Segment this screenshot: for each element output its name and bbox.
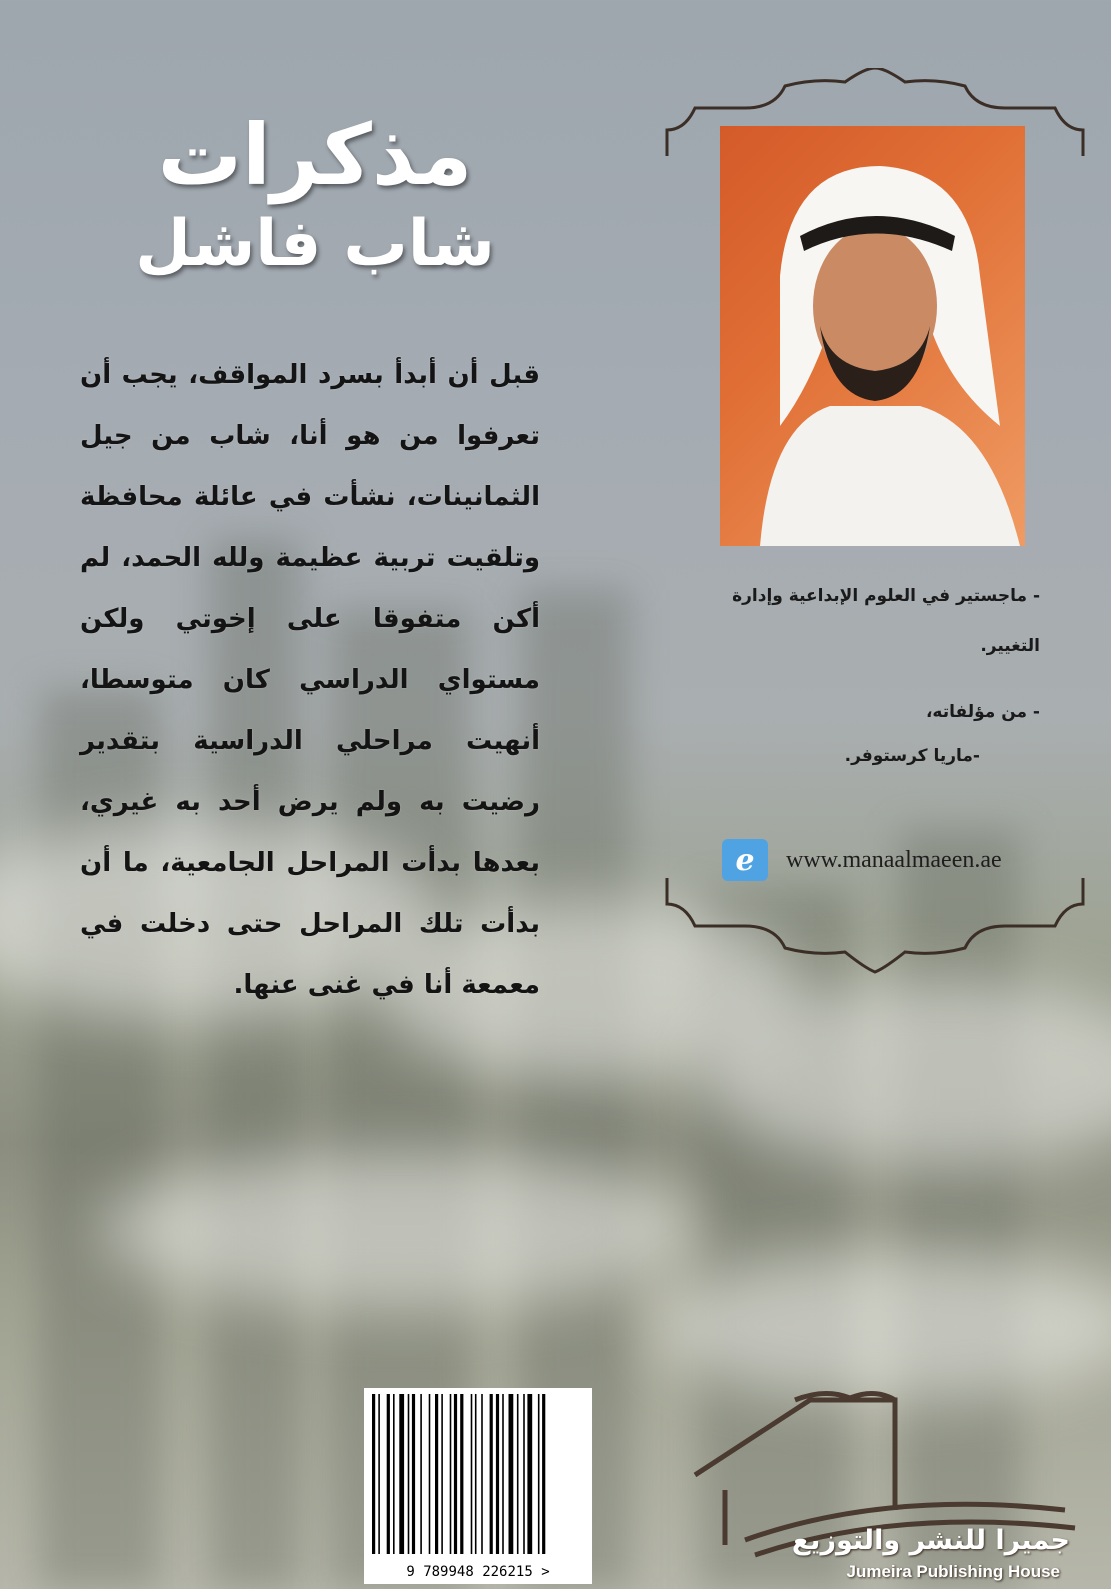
author-website[interactable]	[722, 838, 1002, 882]
works-label: - من مؤلفاته،	[925, 702, 1040, 722]
website-url[interactable]: www.manaalmaeen.ae	[786, 846, 1002, 873]
publisher-name-ar: جميرا للنشر والتوزيع	[791, 1525, 1070, 1556]
work-item: -ماريا كرستوفر.	[844, 746, 980, 766]
barcode	[364, 1388, 592, 1584]
author-info	[680, 585, 1040, 767]
barcode-bars	[364, 1388, 592, 1558]
back-cover-blurb: قبل أن أبدأ بسرد المواقف، يجب أن تعرفوا من هو أنا، شاب من جيل الثمانينات، نشأت في عائلة محافظة وتلقيت تربية عظيمة ولله الحمد، لم أكن متفوقا على إخوتي ولكن مستواي الدراسي كان متوسطا، أنهيت مراحلي الدراسية بتقدير رضيت به ولم يرض أحد به غيري، بعدها بدأت المراحل الجامعية، ما أن بدأت تلك المراحل حتى دخلت في معمعة أنا في غنى عنها.	[80, 360, 540, 1000]
bio-line-2: التغيير.	[980, 636, 1040, 656]
title-line-2: شاب فاشل	[135, 207, 495, 281]
title-line-1: مذكرات	[157, 106, 473, 204]
publisher-name-en: Jumeira Publishing House	[846, 1562, 1060, 1581]
barcode-digits: 9 789948 226215 >	[406, 1564, 550, 1580]
book-title	[90, 100, 540, 284]
bio-line-1: - ماجستير في العلوم الإبداعية وإدارة	[732, 586, 1040, 606]
author-photo	[720, 126, 1025, 546]
internet-explorer-e-icon: e	[722, 839, 768, 881]
